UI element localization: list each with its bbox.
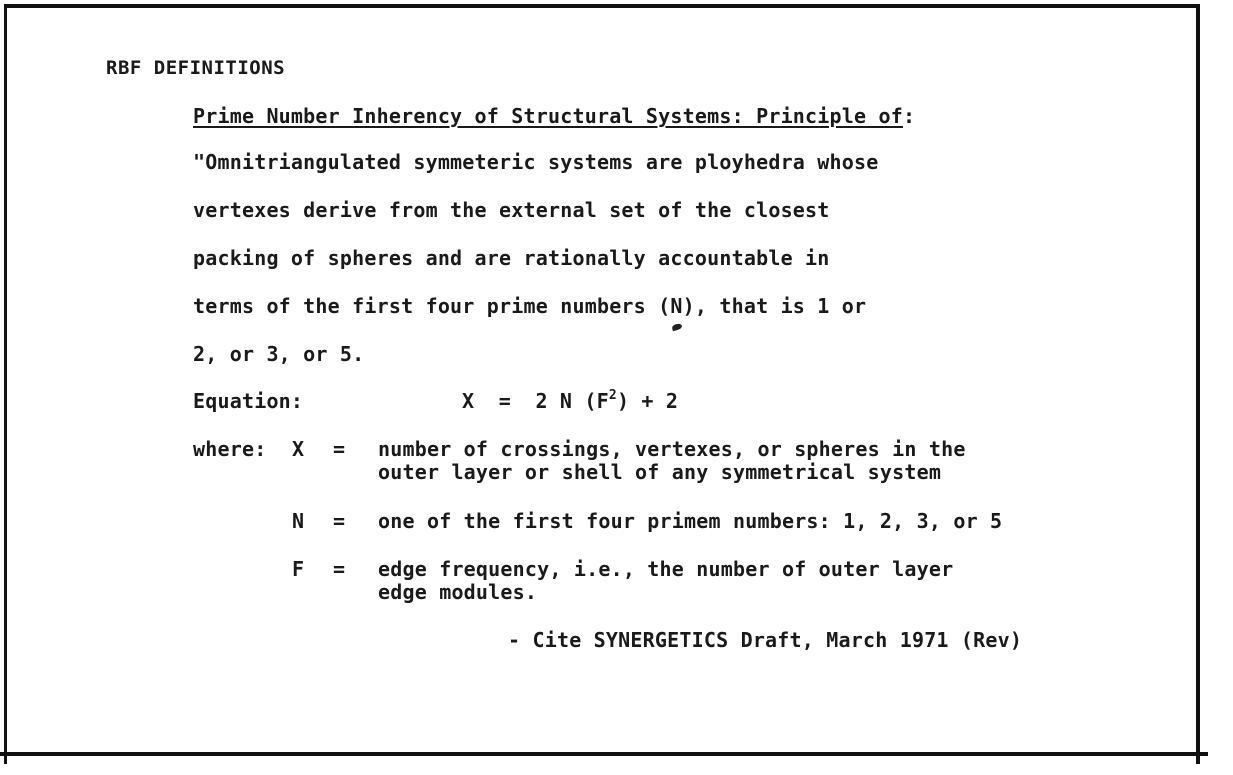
variable-f-definition-line-1: edge frequency, i.e., the number of outer layer <box>378 557 954 581</box>
equation-exponent: 2 <box>608 388 617 403</box>
quote-line-5: 2, or 3, or 5. <box>193 342 365 366</box>
variable-f-symbol: F <box>292 557 305 581</box>
citation: - Cite SYNERGETICS Draft, March 1971 (Rev) <box>508 628 1023 652</box>
variable-x-definition-line-2: outer layer or shell of any symmetrical system <box>378 460 942 484</box>
quote-line-4: terms of the first four prime numbers (N), that is 1 or <box>193 294 867 318</box>
equation-formula <box>462 389 678 413</box>
definition-title <box>193 104 915 128</box>
definition-title-colon: : <box>902 104 916 128</box>
equation-label: Equation: <box>193 389 304 413</box>
variable-x-definition-line-1: number of crossings, vertexes, or spheres in the <box>378 437 966 461</box>
variable-x-equals: = <box>333 437 346 461</box>
where-label: where: <box>193 437 267 461</box>
bottom-border-rule <box>0 752 1208 756</box>
variable-n-definition: one of the first four primem numbers: 1, 2, 3, or 5 <box>378 509 1003 533</box>
variable-f-definition-line-2: edge modules. <box>378 580 538 604</box>
quote-line-3: packing of spheres and are rationally accountable in <box>193 246 830 270</box>
variable-n-symbol: N <box>292 509 305 533</box>
quote-line-1: "Omnitriangulated symmeteric systems are ployhedra whose <box>193 150 879 174</box>
variable-f-equals: = <box>333 557 346 581</box>
document-heading: RBF DEFINITIONS <box>106 57 286 79</box>
equation-rhs: ) + 2 <box>616 389 679 413</box>
variable-n-equals: = <box>333 509 346 533</box>
equation-lhs: X = 2 N (F <box>462 389 609 413</box>
quote-line-2: vertexes derive from the external set of the closest <box>193 198 830 222</box>
definition-title-text: Prime Number Inherency of Structural Systems: Principle of <box>193 104 903 128</box>
variable-x-symbol: X <box>292 437 305 461</box>
